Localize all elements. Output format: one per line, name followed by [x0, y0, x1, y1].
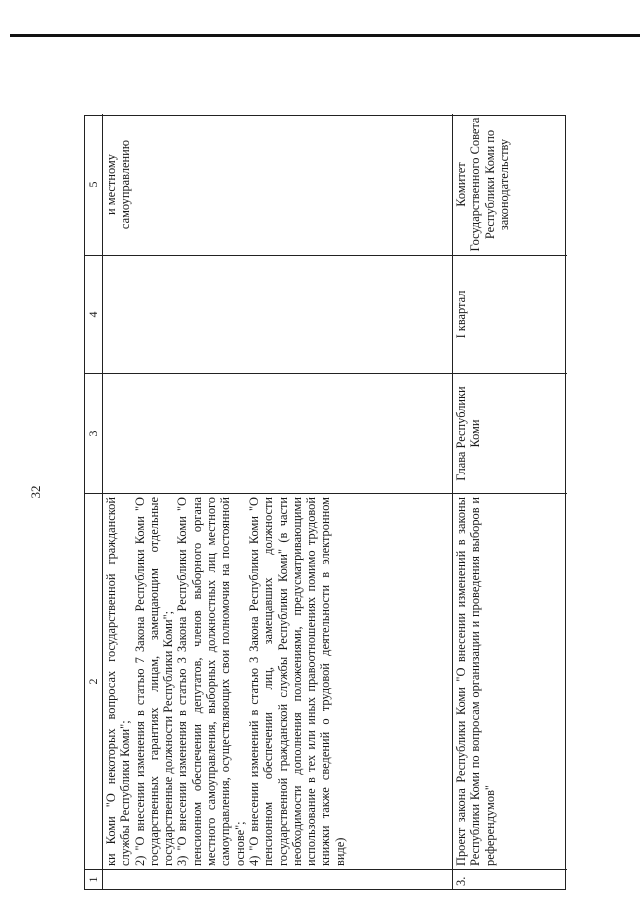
row-2-number: 3. — [453, 869, 567, 889]
row-1-line-1: ки Коми "О некоторых вопросах государственной гражданской службы Республики Коми"; — [104, 497, 133, 866]
row-1-description — [103, 493, 453, 869]
row-1-line-3: 3) "О внесении изменения в статью 3 Закона Республики Коми "О пенсионном обеспечении депутатов, членов выборного органа местного самоуправления, выборных должностных лиц местного самоуправления, осуществляющих свои полномочия на постоянной основе"; — [175, 497, 247, 866]
row-1-line-4: 4) "О внесении изменений в статью 3 Закона Республики Коми "О пенсионном обеспечении лиц, замещавших должности государственной гражданской службы Республики Коми" (в части необходимости дополнения положениями, предусматривающими использование в тех или иных правоотношениях помимо трудовой книжки также сведений о трудовой деятельности в электронном виде) — [246, 497, 347, 866]
header-col-2: 2 — [85, 493, 103, 869]
header-col-4: 4 — [85, 255, 103, 373]
header-col-1: 1 — [85, 869, 103, 889]
page-number: 32 — [28, 485, 43, 499]
row-1-term — [103, 255, 453, 373]
table-wrapper — [84, 115, 566, 890]
plan-table — [84, 115, 566, 890]
top-rule — [10, 34, 640, 37]
row-1-line-2: 2) "О внесении изменения в статью 7 Закона Республики Коми "О государственных гарантиях лицам, замещающим отдельные государственные должности Республики Коми"; — [132, 497, 176, 866]
header-col-3: 3 — [85, 373, 103, 493]
row-2-initiator: Глава Республики Коми — [453, 373, 567, 493]
row-2-term: I квартал — [453, 255, 567, 373]
row-1-responsible: и местному самоуправлению — [103, 114, 453, 255]
row-1-initiator — [103, 373, 453, 493]
row-1-number — [103, 869, 453, 889]
header-col-5: 5 — [85, 114, 103, 255]
row-2-description — [453, 493, 567, 869]
row-2-line-1: Проект закона Республики Коми "О внесении изменений в законы Республики Коми по вопросам организации и проведения выборов и референдумов" — [454, 497, 497, 866]
row-2-responsible: Комитет Государственного Совета Республики Коми по законодательству — [454, 117, 511, 252]
